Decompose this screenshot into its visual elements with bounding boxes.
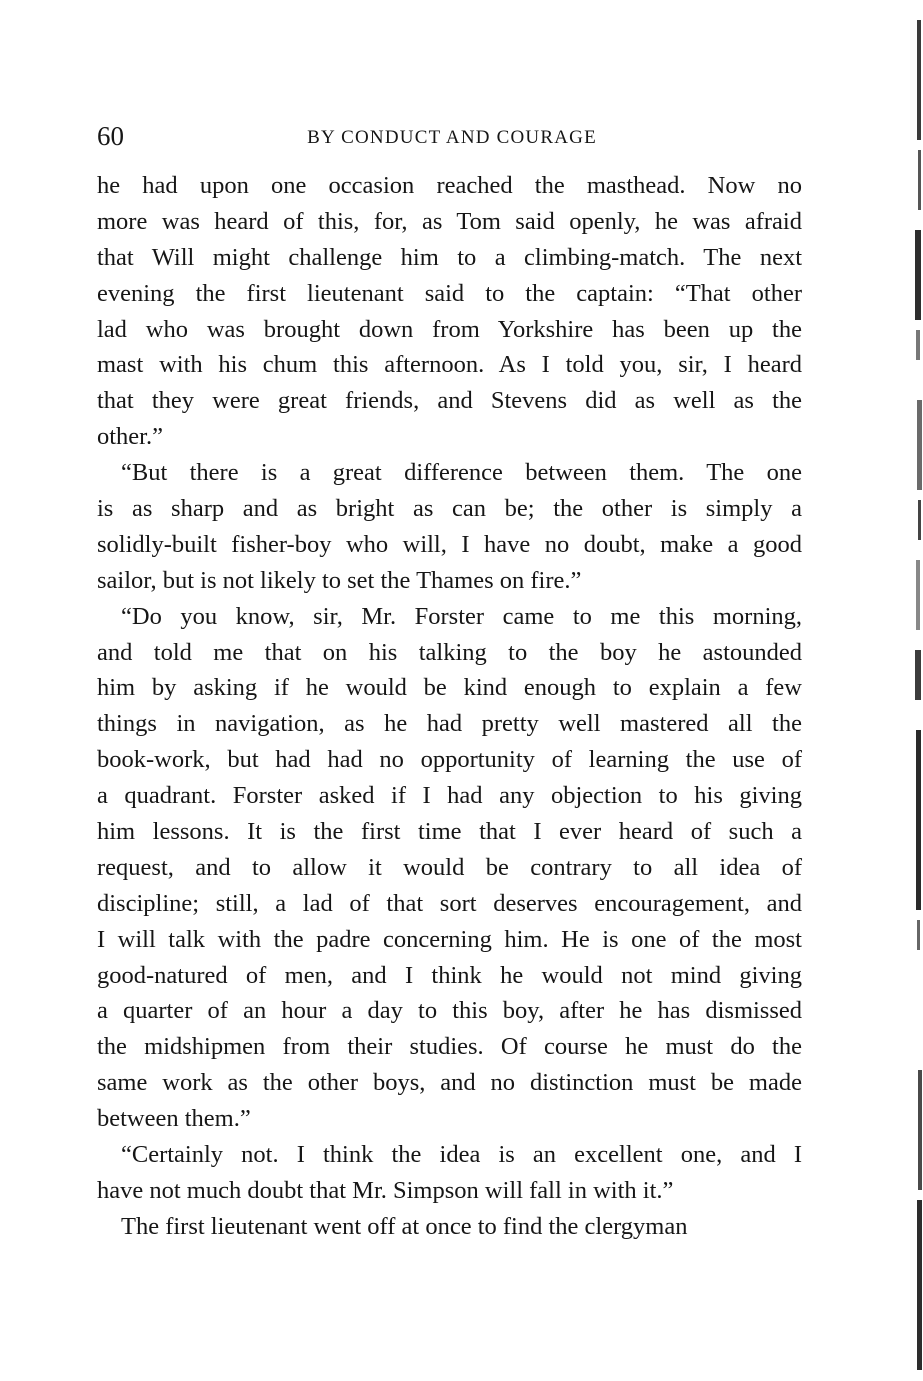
text-line: discipline; still, a lad of that sort deserves encouragement, and <box>97 889 802 917</box>
page-edge-shadow <box>909 0 923 1381</box>
text-line: sailor, but is not likely to set the Thames on fire.” <box>97 566 582 594</box>
text-line: solidly-built fisher-boy who will, I have no doubt, make a good <box>97 530 802 558</box>
text-line: is as sharp and as bright as can be; the other is simply a <box>97 495 802 523</box>
text-line: evening the first lieutenant said to the captain: “That other <box>97 279 802 307</box>
text-line: have not much doubt that Mr. Simpson will fall in with it.” <box>97 1176 674 1204</box>
text-line: more was heard of this, for, as Tom said openly, he was afraid <box>97 207 802 235</box>
text-line: mast with his chum this afternoon. As I told you, sir, I heard <box>97 351 802 379</box>
text-line: The first lieutenant went off at once to find the clergyman <box>121 1212 688 1240</box>
text-line: he had upon one occasion reached the masthead. Now no <box>97 172 802 199</box>
text-line: other.” <box>97 423 163 451</box>
text-line: I will talk with the padre concerning him. He is one of the most <box>97 925 802 953</box>
text-line: him by asking if he would be kind enough to explain a few <box>97 674 802 702</box>
text-line: that they were great friends, and Stevens did as well as the <box>97 387 802 415</box>
page-number: 60 <box>97 121 124 151</box>
text-line: and told me that on his talking to the boy he astounded <box>97 638 802 666</box>
running-title: BY CONDUCT AND COURAGE <box>307 127 597 148</box>
text-line: “Do you know, sir, Mr. Forster came to me this morning, <box>121 602 802 630</box>
text-line: that Will might challenge him to a climbing-match. The next <box>97 243 802 271</box>
text-line: same work as the other boys, and no distinction must be made <box>97 1069 802 1097</box>
text-line: the midshipmen from their studies. Of course he must do the <box>97 1033 802 1061</box>
body-text <box>97 168 802 1245</box>
text-line: request, and to allow it would be contrary to all idea of <box>97 853 802 881</box>
text-line: a quadrant. Forster asked if I had any objection to his giving <box>97 782 802 810</box>
text-line: between them.” <box>97 1105 251 1133</box>
text-line: “Certainly not. I think the idea is an excellent one, and I <box>121 1141 802 1169</box>
text-line: book-work, but had had no opportunity of learning the use of <box>97 746 802 774</box>
text-line: a quarter of an hour a day to this boy, after he has dismissed <box>97 997 802 1025</box>
text-line: him lessons. It is the first time that I ever heard of such a <box>97 818 802 846</box>
text-line: things in navigation, as he had pretty well mastered all the <box>97 710 802 738</box>
text-line: good-natured of men, and I think he would not mind giving <box>97 961 802 989</box>
text-line: lad who was brought down from Yorkshire has been up the <box>97 315 802 343</box>
page-header <box>97 120 807 156</box>
text-line: “But there is a great difference between them. The one <box>121 459 802 487</box>
